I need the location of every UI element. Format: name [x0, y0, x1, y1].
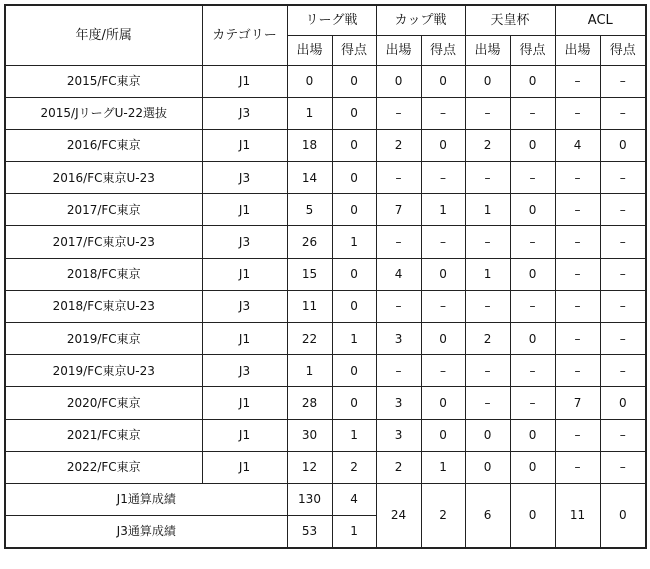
acl-goals-cell: – — [600, 194, 646, 226]
emperor-goals-cell: 0 — [510, 194, 555, 226]
header-row-top — [5, 5, 646, 35]
j3-total-league-apps: 53 — [287, 515, 332, 548]
league-apps-cell: 14 — [287, 162, 332, 194]
cup-goals-cell: – — [421, 355, 465, 387]
acl-goals-cell: – — [600, 162, 646, 194]
category-header: カテゴリー — [202, 5, 287, 65]
cup-goals-cell: – — [421, 290, 465, 322]
league-apps-header: 出場 — [287, 35, 332, 65]
acl-apps-cell: – — [555, 355, 600, 387]
league-apps-cell: 26 — [287, 226, 332, 258]
category-cell: J1 — [202, 323, 287, 355]
cup-apps-cell: – — [376, 97, 421, 129]
total-acl-apps: 11 — [555, 483, 600, 548]
emperor-apps-cell: 1 — [465, 194, 510, 226]
table-row — [5, 323, 646, 355]
j1-total-league-goals: 4 — [332, 483, 376, 515]
league-apps-cell: 11 — [287, 290, 332, 322]
category-cell: J1 — [202, 194, 287, 226]
cup-goals-cell: 0 — [421, 387, 465, 419]
acl-goals-cell: – — [600, 419, 646, 451]
table-row — [5, 97, 646, 129]
category-cell: J3 — [202, 97, 287, 129]
league-apps-cell: 22 — [287, 323, 332, 355]
league-goals-cell: 0 — [332, 97, 376, 129]
emperor-apps-header: 出場 — [465, 35, 510, 65]
acl-apps-header: 出場 — [555, 35, 600, 65]
acl-goals-cell: – — [600, 65, 646, 97]
league-apps-cell: 30 — [287, 419, 332, 451]
season-cell: 2017/FC東京 — [5, 194, 202, 226]
league-apps-cell: 12 — [287, 451, 332, 483]
cup-apps-cell: 3 — [376, 419, 421, 451]
league-apps-cell: 0 — [287, 65, 332, 97]
league-goals-cell: 1 — [332, 419, 376, 451]
cup-apps-cell: 2 — [376, 129, 421, 161]
acl-apps-cell: – — [555, 226, 600, 258]
league-goals-cell: 0 — [332, 290, 376, 322]
emperor-apps-cell: 0 — [465, 65, 510, 97]
acl-goals-header: 得点 — [600, 35, 646, 65]
cup-goals-cell: 0 — [421, 129, 465, 161]
acl-apps-cell: – — [555, 97, 600, 129]
cup-apps-cell: – — [376, 226, 421, 258]
total-emperor-apps: 6 — [465, 483, 510, 548]
table-row — [5, 194, 646, 226]
cup-apps-cell: 7 — [376, 194, 421, 226]
emperor-goals-cell: 0 — [510, 129, 555, 161]
emperor-apps-cell: – — [465, 355, 510, 387]
emperor-apps-cell: – — [465, 387, 510, 419]
table-row — [5, 451, 646, 483]
league-header: リーグ戦 — [287, 5, 376, 35]
league-goals-cell: 0 — [332, 258, 376, 290]
category-cell: J1 — [202, 258, 287, 290]
category-cell: J3 — [202, 290, 287, 322]
acl-goals-cell: – — [600, 355, 646, 387]
cup-apps-cell: – — [376, 290, 421, 322]
acl-apps-cell: – — [555, 65, 600, 97]
cup-goals-cell: 1 — [421, 194, 465, 226]
total-emperor-goals: 0 — [510, 483, 555, 548]
total-cup-goals: 2 — [421, 483, 465, 548]
emperor-goals-cell: – — [510, 387, 555, 419]
acl-goals-cell: – — [600, 290, 646, 322]
career-stats-table — [4, 4, 647, 549]
season-cell: 2018/FC東京 — [5, 258, 202, 290]
acl-apps-cell: 4 — [555, 129, 600, 161]
league-apps-cell: 15 — [287, 258, 332, 290]
emperor-apps-cell: – — [465, 226, 510, 258]
cup-goals-cell: 1 — [421, 451, 465, 483]
j1-total-label: J1通算成績 — [5, 483, 287, 515]
acl-apps-cell: – — [555, 290, 600, 322]
league-apps-cell: 18 — [287, 129, 332, 161]
emperor-goals-cell: – — [510, 226, 555, 258]
cup-goals-cell: – — [421, 226, 465, 258]
league-apps-cell: 1 — [287, 97, 332, 129]
acl-apps-cell: – — [555, 451, 600, 483]
emperor-goals-cell: – — [510, 97, 555, 129]
emperor-goals-cell: – — [510, 355, 555, 387]
table-row — [5, 226, 646, 258]
emperor-goals-cell: – — [510, 162, 555, 194]
cup-goals-cell: 0 — [421, 258, 465, 290]
emperor-apps-cell: 0 — [465, 419, 510, 451]
j1-total-row — [5, 483, 646, 515]
table-row — [5, 129, 646, 161]
category-cell: J3 — [202, 226, 287, 258]
category-cell: J1 — [202, 65, 287, 97]
table-row — [5, 65, 646, 97]
season-cell: 2019/FC東京 — [5, 323, 202, 355]
cup-apps-header: 出場 — [376, 35, 421, 65]
season-cell: 2018/FC東京U-23 — [5, 290, 202, 322]
category-cell: J1 — [202, 419, 287, 451]
acl-goals-cell: – — [600, 451, 646, 483]
cup-goals-cell: 0 — [421, 65, 465, 97]
cup-apps-cell: 0 — [376, 65, 421, 97]
cup-apps-cell: 4 — [376, 258, 421, 290]
league-goals-cell: 1 — [332, 226, 376, 258]
category-cell: J1 — [202, 451, 287, 483]
acl-goals-cell: 0 — [600, 387, 646, 419]
season-cell: 2017/FC東京U-23 — [5, 226, 202, 258]
league-apps-cell: 1 — [287, 355, 332, 387]
emperor-apps-cell: – — [465, 97, 510, 129]
emperor-apps-cell: – — [465, 162, 510, 194]
league-goals-cell: 1 — [332, 323, 376, 355]
season-cell: 2015/FC東京 — [5, 65, 202, 97]
j3-total-label: J3通算成績 — [5, 515, 287, 548]
table-row — [5, 258, 646, 290]
cup-apps-cell: 3 — [376, 323, 421, 355]
table-row — [5, 387, 646, 419]
table-row — [5, 419, 646, 451]
cup-goals-cell: – — [421, 97, 465, 129]
acl-apps-cell: – — [555, 162, 600, 194]
season-header: 年度/所属 — [5, 5, 202, 65]
cup-header: カップ戦 — [376, 5, 465, 35]
league-goals-cell: 0 — [332, 65, 376, 97]
acl-apps-cell: – — [555, 323, 600, 355]
table-row — [5, 162, 646, 194]
emperor-goals-cell: 0 — [510, 451, 555, 483]
cup-apps-cell: – — [376, 355, 421, 387]
j1-total-league-apps: 130 — [287, 483, 332, 515]
emperor-goals-cell: 0 — [510, 258, 555, 290]
emperor-goals-header: 得点 — [510, 35, 555, 65]
season-cell: 2019/FC東京U-23 — [5, 355, 202, 387]
emperor-goals-cell: 0 — [510, 419, 555, 451]
league-goals-header: 得点 — [332, 35, 376, 65]
category-cell: J1 — [202, 387, 287, 419]
emperor-apps-cell: 0 — [465, 451, 510, 483]
league-apps-cell: 28 — [287, 387, 332, 419]
league-goals-cell: 0 — [332, 129, 376, 161]
acl-goals-cell: – — [600, 226, 646, 258]
emperor-goals-cell: 0 — [510, 323, 555, 355]
league-goals-cell: 0 — [332, 194, 376, 226]
emperor-apps-cell: 1 — [465, 258, 510, 290]
category-cell: J1 — [202, 129, 287, 161]
j3-total-league-goals: 1 — [332, 515, 376, 548]
cup-goals-cell: 0 — [421, 419, 465, 451]
table-row — [5, 290, 646, 322]
season-cell: 2020/FC東京 — [5, 387, 202, 419]
emperor-cup-header: 天皇杯 — [465, 5, 555, 35]
season-cell: 2016/FC東京 — [5, 129, 202, 161]
emperor-apps-cell: 2 — [465, 129, 510, 161]
acl-apps-cell: – — [555, 419, 600, 451]
acl-goals-cell: – — [600, 323, 646, 355]
cup-apps-cell: – — [376, 162, 421, 194]
season-rows — [5, 65, 646, 548]
cup-goals-cell: 0 — [421, 323, 465, 355]
season-cell: 2022/FC東京 — [5, 451, 202, 483]
acl-apps-cell: 7 — [555, 387, 600, 419]
category-cell: J3 — [202, 355, 287, 387]
emperor-apps-cell: – — [465, 290, 510, 322]
season-cell: 2015/JリーグU-22選抜 — [5, 97, 202, 129]
acl-goals-cell: – — [600, 97, 646, 129]
cup-goals-header: 得点 — [421, 35, 465, 65]
total-acl-goals: 0 — [600, 483, 646, 548]
emperor-apps-cell: 2 — [465, 323, 510, 355]
league-apps-cell: 5 — [287, 194, 332, 226]
total-cup-apps: 24 — [376, 483, 421, 548]
emperor-goals-cell: – — [510, 290, 555, 322]
acl-header: ACL — [555, 5, 646, 35]
emperor-goals-cell: 0 — [510, 65, 555, 97]
league-goals-cell: 2 — [332, 451, 376, 483]
category-cell: J3 — [202, 162, 287, 194]
cup-apps-cell: 3 — [376, 387, 421, 419]
league-goals-cell: 0 — [332, 162, 376, 194]
acl-goals-cell: 0 — [600, 129, 646, 161]
cup-apps-cell: 2 — [376, 451, 421, 483]
league-goals-cell: 0 — [332, 387, 376, 419]
cup-goals-cell: – — [421, 162, 465, 194]
season-cell: 2021/FC東京 — [5, 419, 202, 451]
table-row — [5, 355, 646, 387]
acl-apps-cell: – — [555, 258, 600, 290]
season-cell: 2016/FC東京U-23 — [5, 162, 202, 194]
acl-apps-cell: – — [555, 194, 600, 226]
league-goals-cell: 0 — [332, 355, 376, 387]
acl-goals-cell: – — [600, 258, 646, 290]
